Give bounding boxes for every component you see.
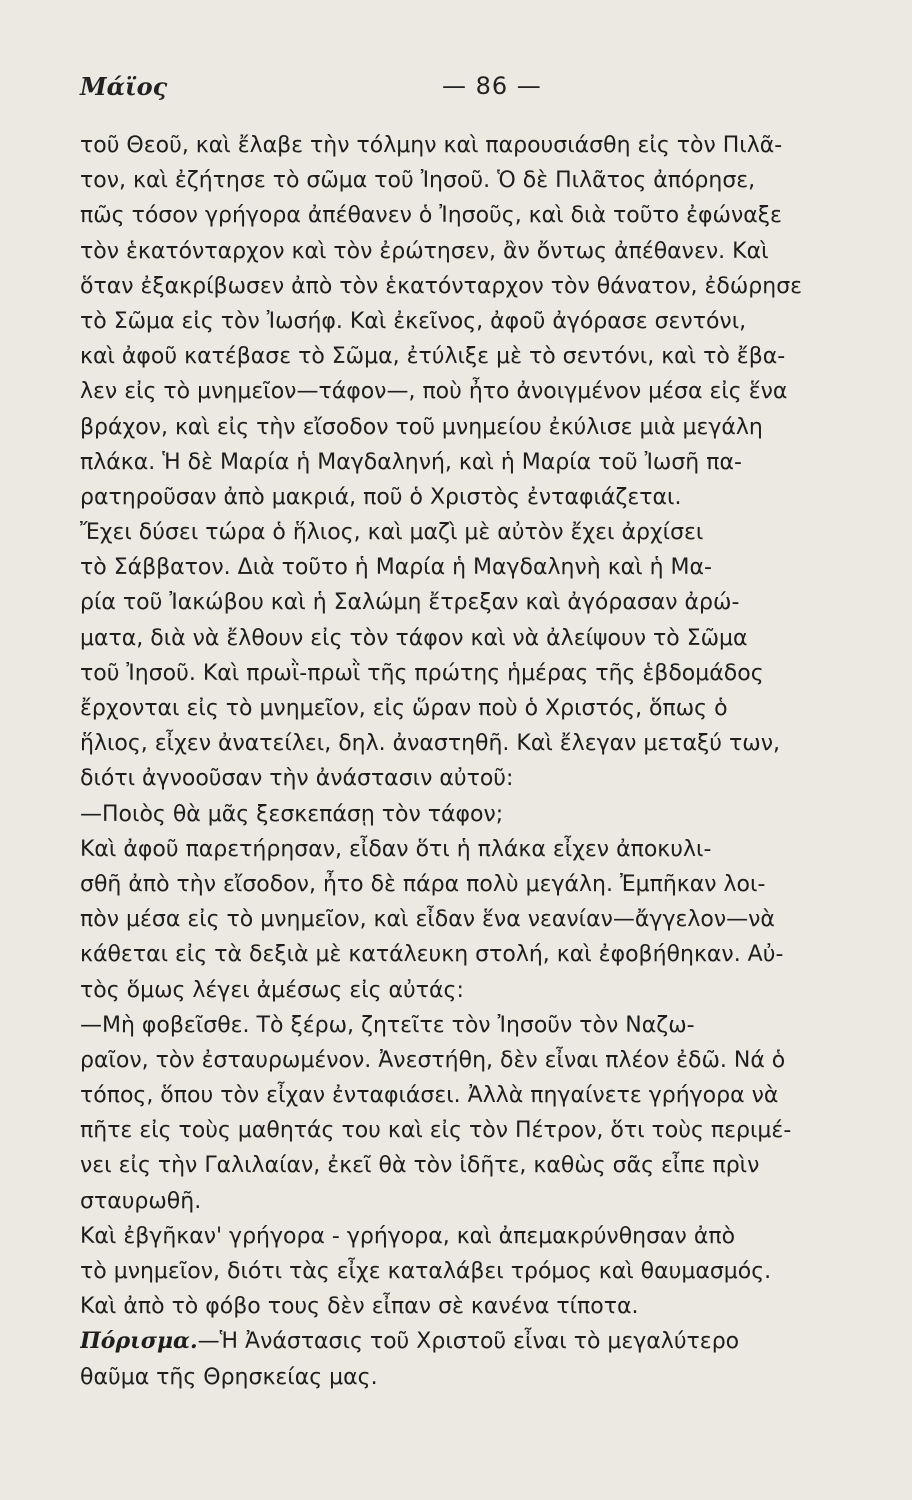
- text-line: διότι ἀγνοοῦσαν τὴν ἀνάστασιν αὐτοῦ:: [80, 766, 514, 792]
- text-line: τὸς ὅμως λέγει ἀμέσως εἰς αὐτάς:: [80, 977, 464, 1003]
- text-line: καὶ ἀφοῦ κατέβασε τὸ Σῶμα, ἐτύλιξε μὲ τὸ σεντόνι, καὶ τὸ ἔβα-: [80, 344, 786, 370]
- text-line: τοῦ Θεοῦ, καὶ ἔλαβε τὴν τόλμην καὶ παρουσιάσθη εἰς τὸν Πιλᾶ-: [80, 133, 783, 158]
- text-line: τόπος, ὅπου τὸν εἶχαν ἐνταφιάσει. Ἀλλὰ πηγαίνετε γρήγορα νὰ: [80, 1083, 779, 1109]
- porisma-continuation: θαῦμα τῆς Θρησκείας μας.: [80, 1364, 378, 1390]
- text-line: ματα, διὰ νὰ ἔλθουν εἰς τὸν τάφον καὶ νὰ ἀλείψουν τὸ Σῶμα: [80, 625, 748, 651]
- text-line: Καὶ ἐβγῆκαν' γρήγορα - γρήγορα, καὶ ἀπεμακρύνθησαν ἀπὸ: [80, 1223, 736, 1249]
- text-line: νει εἰς τὴν Γαλιλαίαν, ἐκεῖ θὰ τὸν ἰδῆτε, καθὼς σᾶς εἶπε πρὶν: [80, 1153, 760, 1179]
- text-line: —Ποιὸς θὰ μᾶς ξεσκεπάσῃ τὸν τάφον;: [80, 801, 504, 827]
- running-title: Μάϊος: [80, 72, 168, 101]
- text-line: τὸ Σῶμα εἰς τὸν Ἰωσήφ. Καὶ ἐκεῖνος, ἀφοῦ ἀγόρασε σεντόνι,: [80, 308, 747, 334]
- text-line: ἥλιος, εἶχεν ἀνατείλει, δηλ. ἀναστηθῆ. Καὶ ἔλεγαν μεταξύ των,: [80, 731, 780, 757]
- text-line: τὸ Σάββατον. Διὰ τοῦτο ἡ Μαρία ἡ Μαγδαληνὴ καὶ ἡ Μα-: [80, 555, 712, 581]
- text-line: πὸν μέσα εἰς τὸ μνημεῖον, καὶ εἶδαν ἕνα νεανίαν—ἄγγελον—νὰ: [80, 907, 775, 933]
- text-line: σθῆ ἀπὸ τὴν εἴσοδον, ἦτο δὲ πάρα πολὺ μεγάλη. Ἐμπῆκαν λοι-: [80, 871, 766, 897]
- text-line: πλάκα. Ἡ δὲ Μαρία ἡ Μαγδαληνή, καὶ ἡ Μαρία τοῦ Ἰωσῆ πα-: [80, 449, 742, 475]
- porisma-text: —Ἡ Ἀνάστασις τοῦ Χριστοῦ εἶναι τὸ μεγαλύτερο: [197, 1329, 740, 1355]
- text-line: —Μὴ φοβεῖσθε. Τὸ ξέρω, ζητεῖτε τὸν Ἰησοῦν τὸν Ναζω-: [80, 1012, 695, 1038]
- text-line: ὅταν ἐξακρίβωσεν ἀπὸ τὸν ἑκατόνταρχον τὸν θάνατον, ἐδώρησε: [80, 273, 803, 299]
- porisma-label: Πόρισμα.: [80, 1328, 198, 1355]
- text-line: τὸν ἑκατόνταρχον καὶ τὸν ἐρώτησεν, ἂν ὄντως ἀπέθανεν. Καὶ: [80, 238, 769, 264]
- text-line: τον, καὶ ἐζήτησε τὸ σῶμα τοῦ Ἰησοῦ. Ὁ δὲ Πιλᾶτος ἀπόρησε,: [80, 168, 756, 194]
- text-line: Ἔχει δύσει τώρα ὁ ἥλιος, καὶ μαζὶ μὲ αὐτὸν ἔχει ἀρχίσει: [80, 520, 704, 546]
- text-line: κάθεται εἰς τὰ δεξιὰ μὲ κατάλευκη στολή, καὶ ἐφοβήθηκαν. Αὐ-: [80, 942, 784, 968]
- text-line: λεν εἰς τὸ μνημεῖον—τάφον—, ποὺ ἦτο ἀνοιγμένον μέσα εἰς ἕνα: [80, 379, 788, 405]
- page-number: — 86 —: [442, 72, 542, 100]
- page-header: [80, 72, 900, 106]
- text-line: βράχον, καὶ εἰς τὴν εἴσοδον τοῦ μνημείου ἐκύλισε μιὰ μεγάλη: [80, 414, 763, 440]
- text-line: Καὶ ἀφοῦ παρετήρησαν, εἶδαν ὅτι ἡ πλάκα εἶχεν ἀποκυλι-: [80, 836, 712, 862]
- text-line: Καὶ ἀπὸ τὸ φόβο τους δὲν εἶπαν σὲ κανένα τίποτα.: [80, 1294, 639, 1320]
- text-line: ραῖον, τὸν ἐσταυρωμένον. Ἀνεστήθη, δὲν εἶναι πλέον ἐδῶ. Νά ὁ: [80, 1047, 786, 1073]
- text-line: ρατηροῦσαν ἀπὸ μακριά, ποῦ ὁ Χριστὸς ἐνταφιάζεται.: [80, 484, 682, 510]
- body-text: [80, 128, 908, 1395]
- text-line: πῆτε εἰς τοὺς μαθητάς του καὶ εἰς τὸν Πέτρον, ὅτι τοὺς περιμέ-: [80, 1118, 792, 1144]
- text-line: πῶς τόσον γρήγορα ἀπέθανεν ὁ Ἰησοῦς, καὶ διὰ τοῦτο ἐφώναξε: [80, 203, 782, 229]
- text-line: τοῦ Ἰησοῦ. Καὶ πρωῒ-πρωῒ τῆς πρώτης ἡμέρας τῆς ἑβδομάδος: [80, 660, 764, 686]
- text-line: ἔρχονται εἰς τὸ μνημεῖον, εἰς ὥραν ποὺ ὁ Χριστός, ὅπως ὁ: [80, 696, 728, 721]
- text-line: τὸ μνημεῖον, διότι τὰς εἶχε καταλάβει τρόμος καὶ θαυμασμός.: [80, 1259, 772, 1284]
- text-line: σταυρωθῆ.: [80, 1188, 202, 1214]
- text-line: ρία τοῦ Ἰακώβου καὶ ἡ Σαλώμη ἔτρεξαν καὶ ἀγόρασαν ἀρώ-: [80, 590, 740, 616]
- porisma-line: [80, 1324, 908, 1359]
